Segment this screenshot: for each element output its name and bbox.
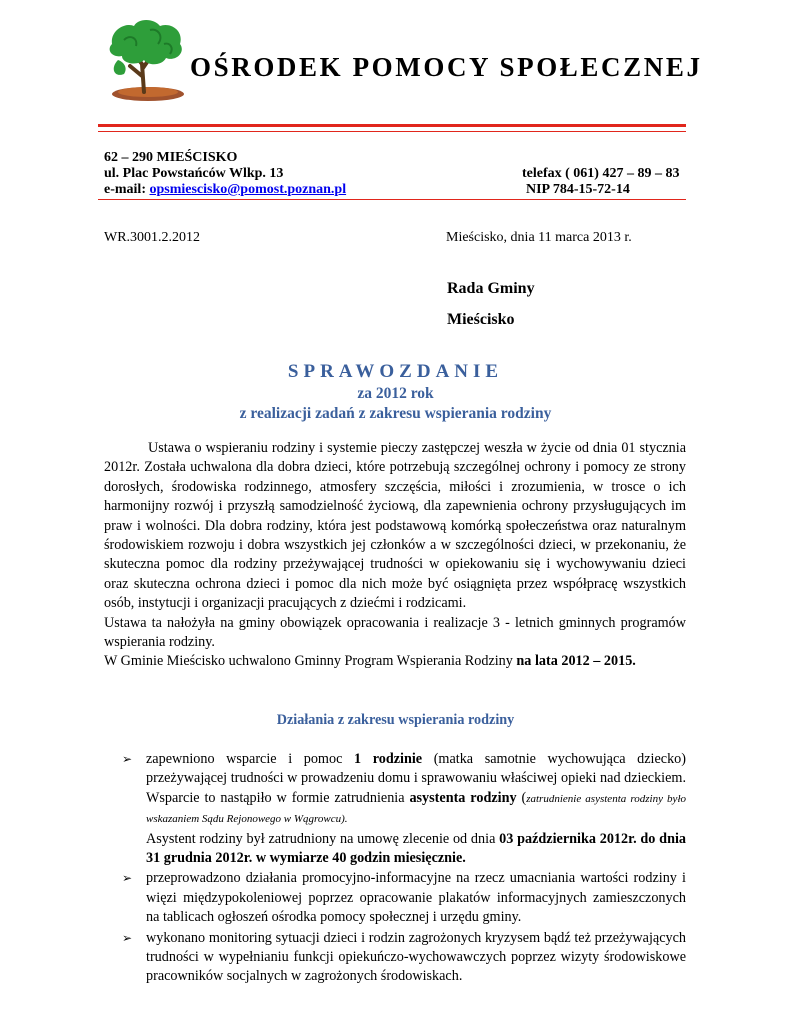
program-text: W Gminie Mieścisko uchwalono Gminny Program Wspierania Rodziny [104, 653, 517, 670]
header-divider-thick [98, 124, 686, 127]
arrow-bullet-icon: ➢ [122, 752, 133, 766]
item-text: ( [516, 789, 527, 806]
item-text: Asystent rodziny był zatrudniony na umowę zlecenie od dnia [146, 830, 500, 847]
tax-id: NIP 784-15-72-14 [526, 182, 630, 197]
arrow-bullet-icon: ➢ [122, 930, 133, 945]
postal-address: 62 – 290 MIEŚCISKO [104, 150, 238, 165]
program-years: na lata 2012 – 2015. [516, 653, 636, 670]
report-title: SPRAWOZDANIE [287, 361, 504, 382]
section-heading: Działania z zakresu wspierania rodziny [276, 712, 515, 728]
obligation-paragraph: Ustawa ta nałożyła na gminy obowiązek opracowania i realizacje 3 - letnich gminnych programów wspierania rodziny. [104, 614, 686, 651]
item-bold: asystenta rodziny [409, 789, 517, 806]
item-text: zapewniono wsparcie i pomoc [146, 751, 354, 767]
intro-section [104, 439, 686, 672]
item-text: wykonano monitoring sytuacji dzieci i rodzin zagrożonych kryzysem bądź też przeżywających trudności w wypełnianiu funkcji opiekuńczo-wychowawczych poprzez wizyty środowiskowe pracowników socjalnych w zagrożonych środowiskach. [146, 929, 686, 985]
actions-list [104, 750, 686, 988]
recipient-line-2: Mieścisko [447, 311, 515, 328]
report-subtitle-year: za 2012 rok [357, 385, 434, 402]
report-subtitle-scope: z realizacji zadań z zakresu wspierania rodziny [239, 405, 552, 422]
list-item [104, 869, 686, 927]
intro-paragraph: Ustawa o wspieraniu rodziny i systemie pieczy zastępczej weszła w życie od dnia 01 stycznia 2012r. Została uchwalona dla dobra dzieci, które potrzebują szczególnej ochrony i pomocy ze strony dorosłych, środowiska rodzinnego, atmosfery szczęścia, miłości i zrozumienia, w trosce o ich harmonijny rozwój i przyszłą samodzielność życiową, dla zapewnienia ochrony przysługujących im praw i wolności. Dla dobra rodziny, która jest podstawową komórką społeczeństwa oraz naturalnym środowiskiem rozwoju i dobra wszystkich jej członków a w szczególności dzieci, w przekonaniu, że skuteczna pomoc dla rodziny przeżywającej trudności w opiekowaniu się i wychowywaniu dzieci oraz skuteczna ochrona dzieci i pomoc dla nich może być osiągnięta przez współpracę wszystkich osób, instytucji i organizacji pracujących z dziećmi i rodzicami. [104, 440, 686, 612]
email-line [104, 182, 346, 198]
list-item [104, 929, 686, 987]
address-divider [98, 199, 686, 200]
reference-number: WR.3001.2.2012 [104, 230, 201, 245]
place-and-date: Mieścisko, dnia 11 marca 2013 r. [446, 230, 632, 245]
item-note: zatrudnienie asystenta rodziny było wskazaniem Sądu Rejonowego w Wągrowcu). [146, 792, 686, 826]
phone-number: telefax ( 061) 427 – 89 – 83 [522, 166, 680, 181]
email-link[interactable]: opsmiescisko@pomost.poznan.pl [149, 182, 347, 197]
street-address: ul. Plac Powstańców Wlkp. 13 [104, 166, 284, 181]
item-bold: 1 rodzinie [353, 751, 423, 767]
list-item [104, 750, 686, 868]
arrow-bullet-icon: ➢ [122, 871, 133, 886]
recipient-line-1: Rada Gminy [447, 280, 535, 297]
header-divider-thin [98, 131, 686, 132]
email-label: e-mail: [104, 182, 150, 197]
tree-logo-icon [104, 16, 186, 102]
item-continuation [146, 830, 686, 869]
organization-name: OŚRODEK POMOCY SPOŁECZNEJ [190, 52, 703, 82]
item-text: przeprowadzono działania promocyjno-informacyjne na rzecz umacniania wartości rodziny i więzi międzypokoleniowej poprzez opracowanie plakatów informacyjnych zamieszczonych na tablicach ogłoszeń ośrodka pomocy społecznej i urzędu gminy. [146, 870, 686, 926]
program-paragraph [104, 652, 686, 671]
item-bold: 03 października 2012r. do dnia 31 grudnia 2012r. w wymiarze 40 godzin miesięcznie. [146, 830, 687, 867]
item-text: (matka samotnie wychowująca dziecko) przeżywającej trudności w prowadzeniu domu i sprawowaniu właściwej opieki nad dzieckiem. Wsparcie to nastąpiło w formie zatrudnienia [146, 751, 686, 806]
